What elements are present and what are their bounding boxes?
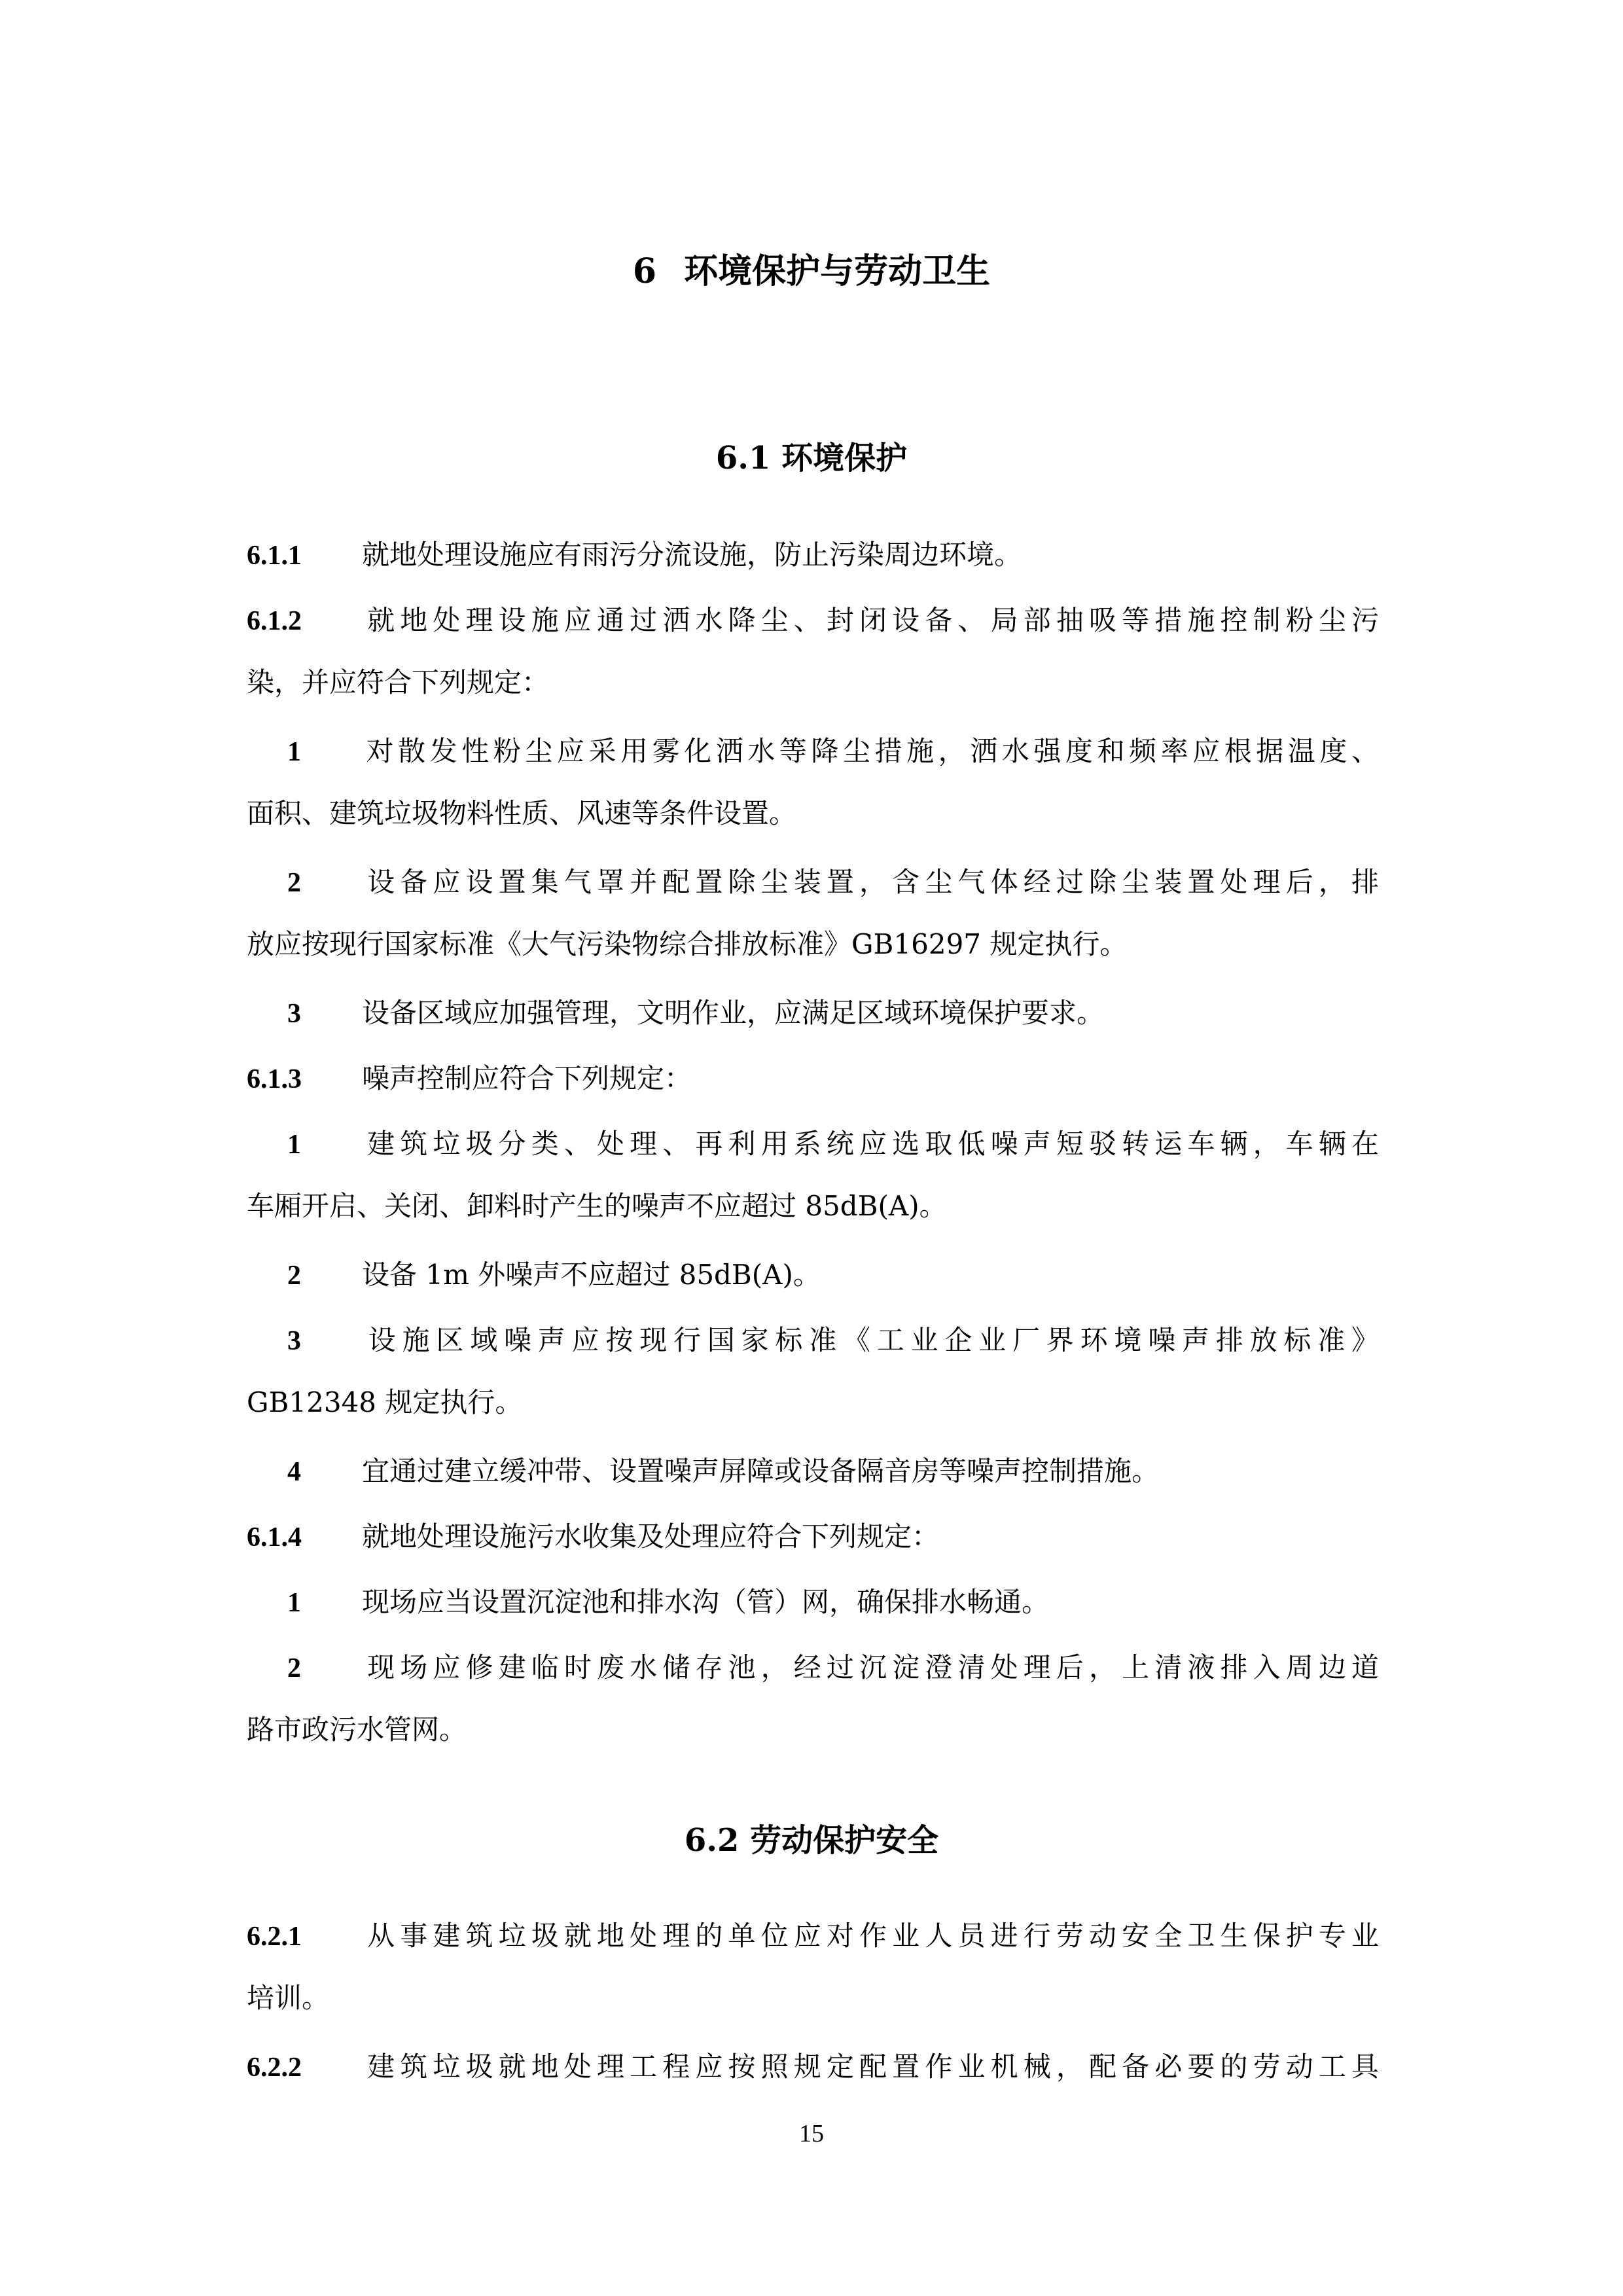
chapter-number: 6 [632, 251, 657, 291]
item-6-1-2-1 [247, 725, 1379, 778]
item-6-1-2-3 [247, 987, 1379, 1040]
clause-text: 就地处理设施应通过洒水降尘、封闭设备、局部抽吸等措施控制粉尘污 [362, 604, 1379, 636]
clause-6-1-2 [247, 594, 1379, 647]
item-number: 2 [287, 1261, 301, 1291]
item-text: 宜通过建立缓冲带、设置噪声屏障或设备隔音房等噪声控制措施。 [362, 1455, 1160, 1487]
item-text-continued: 面积、建筑垃圾物料性质、风速等条件设置。 [247, 797, 797, 829]
clause-text: 就地处理设施污水收集及处理应符合下列规定： [362, 1520, 940, 1552]
clause-text-continued: 染，并应符合下列规定： [247, 666, 550, 698]
item-text-continued: 放应按现行国家标准《大气污染物综合排放标准》GB16297 规定执行。 [247, 928, 1128, 960]
item-6-1-2-2 [247, 856, 1379, 909]
item-number: 2 [287, 868, 301, 898]
item-text: 设备区域应加强管理，文明作业，应满足区域环境保护要求。 [362, 997, 1105, 1029]
clause-text: 从事建筑垃圾就地处理的单位应对作业人员进行劳动安全卫生保护专业 [362, 1920, 1379, 1952]
clause-text-continued: 培训。 [247, 1982, 330, 2014]
clause-6-1-1 [247, 529, 1379, 582]
item-number: 2 [287, 1653, 301, 1683]
item-text-continued: 车厢开启、关闭、卸料时产生的噪声不应超过 85dB(A)。 [247, 1190, 947, 1222]
item-6-1-3-2 [247, 1249, 1379, 1302]
item-6-1-4-1 [247, 1576, 1379, 1629]
clause-6-2-2 [247, 2041, 1379, 2094]
item-text: 建筑垃圾分类、处理、再利用系统应选取低噪声短驳转运车辆，车辆在 [362, 1128, 1379, 1160]
clause-6-1-4 [247, 1511, 1379, 1564]
item-number: 3 [287, 999, 301, 1029]
item-text: 现场应当设置沉淀池和排水沟（管）网，确保排水畅通。 [362, 1586, 1050, 1618]
item-text: 设备 1m 外噪声不应超过 85dB(A)。 [362, 1259, 821, 1291]
chapter-title [0, 242, 1623, 301]
clause-6-1-3 [247, 1052, 1379, 1105]
section-title-6-1: 6.1 环境保护 [715, 440, 908, 476]
clause-6-2-1 [247, 1910, 1379, 1963]
clause-text: 噪声控制应符合下列规定： [362, 1062, 692, 1094]
page-number: 15 [799, 2120, 824, 2147]
item-6-1-3-4 [247, 1445, 1379, 1498]
clause-text: 建筑垃圾就地处理工程应按照规定配置作业机械，配备必要的劳动工具 [362, 2051, 1379, 2083]
item-text: 现场应修建临时废水储存池，经过沉淀澄清处理后，上清液排入周边道 [362, 1651, 1379, 1683]
clause-number: 6.1.4 [247, 1522, 302, 1552]
item-text: 对散发性粉尘应采用雾化洒水等降尘措施，洒水强度和频率应根据温度、 [362, 735, 1379, 767]
item-6-1-4-2 [247, 1641, 1379, 1695]
item-text-continued: GB12348 规定执行。 [247, 1386, 523, 1418]
item-number: 4 [287, 1457, 301, 1487]
item-text-continued: 路市政污水管网。 [247, 1713, 467, 1746]
section-title-6-2: 6.2 劳动保护安全 [684, 1822, 939, 1859]
clause-text: 就地处理设施应有雨污分流设施，防止污染周边环境。 [362, 539, 1022, 571]
item-number: 1 [287, 737, 301, 767]
clause-number: 6.1.1 [247, 541, 302, 571]
clause-number: 6.1.2 [247, 606, 302, 636]
item-number: 1 [287, 1588, 301, 1618]
clause-number: 6.2.1 [247, 1922, 302, 1952]
item-text: 设备应设置集气罩并配置除尘装置，含尘气体经过除尘装置处理后，排 [362, 866, 1379, 898]
item-text: 设施区域噪声应按现行国家标准《工业企业厂界环境噪声排放标准》 [362, 1324, 1379, 1356]
clause-number: 6.2.2 [247, 2053, 302, 2083]
item-number: 1 [287, 1130, 301, 1160]
clause-number: 6.1.3 [247, 1064, 302, 1094]
item-6-1-3-3 [247, 1314, 1379, 1367]
item-6-1-3-1 [247, 1118, 1379, 1171]
chapter-title-text: 环境保护与劳动卫生 [684, 251, 991, 291]
item-number: 3 [287, 1326, 301, 1356]
